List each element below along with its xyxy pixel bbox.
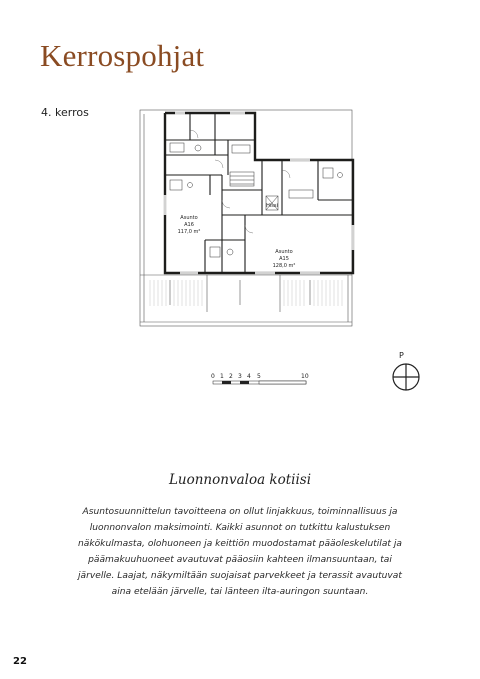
interior-walls	[165, 113, 353, 273]
apartment-a16-code: A16	[184, 222, 194, 228]
outer-walls	[165, 113, 353, 273]
section-heading: Luonnonvaloa kotiisi	[168, 472, 312, 488]
apartment-a16-area: 117,0 m²	[177, 229, 201, 235]
scale-bar	[211, 373, 309, 384]
door-swings	[190, 130, 290, 233]
page-number: 22	[13, 656, 27, 667]
apartment-a16-name: Asunto	[180, 215, 198, 221]
page-title: Kerrospohjat	[40, 38, 205, 73]
terrace-hatching	[150, 280, 342, 306]
scale-tick-4: 4	[247, 373, 251, 380]
scale-tick-2: 2	[229, 373, 233, 380]
windows	[165, 113, 353, 273]
scale-tick-1: 1	[220, 373, 224, 380]
window-glazing	[165, 113, 353, 273]
body-text: Asuntosuunnittelun tavoitteena on ollut linjakkuus, toiminnallisuus ja luonnonvalon maksimointi. Kaikki asunnot on tutkittu kalustuksen näkökulmasta, olohuoneen ja keittiön muodostamat pääoleskelutilat ja päämakuuhuoneet avautuvat pääosiin kahteen ilmansuuntaan, tai järvelle. Laajat, näkymiltään suojaisat parvekkeet ja terassit avautuvat aina etelään järvelle, tai länteen ilta-auringon suuntaan.	[78, 507, 402, 597]
north-arrow-icon	[393, 351, 419, 390]
scale-tick-0: 0	[211, 373, 215, 380]
apartment-a15-code: A15	[279, 256, 289, 262]
apartment-a15-area: 128,0 m²	[272, 263, 296, 269]
apartment-a15-name: Asunto	[275, 249, 293, 255]
scale-tick-5: 5	[257, 373, 261, 380]
stair-label: Hissi	[266, 203, 278, 209]
floor-label: 4. kerros	[41, 106, 89, 119]
scale-tick-10: 10	[301, 373, 309, 380]
terrace-outline	[140, 110, 352, 326]
north-label: P	[399, 351, 404, 360]
scale-tick-3: 3	[238, 373, 242, 380]
